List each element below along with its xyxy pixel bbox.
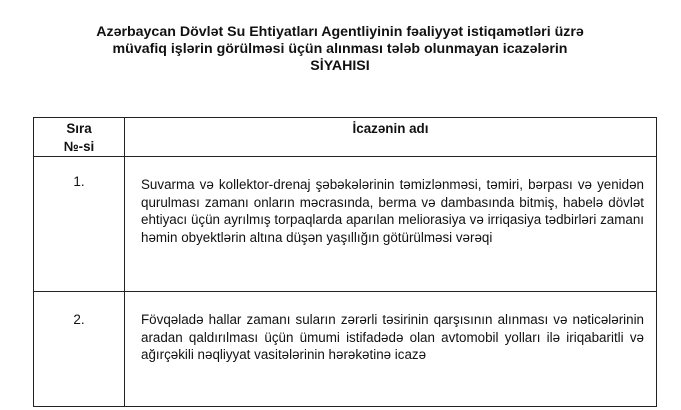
table-header-row (34, 118, 657, 157)
row-permit-name: Fövqəladə hallar zamanı suların zərərli təsirinin qarşısının alınması və nəticələrinin aradan qaldırılması üçün ümumi istifadədə olan avtomobil yolları ilə iriqabaritli və ağırçəkili nəqliyyat vasitələrinin hərəkətinə icazə (125, 292, 657, 407)
permits-table (33, 117, 657, 407)
title-line-2: müvafiq işlərin görülməsi üçün alınması tələb olunmayan icazələrin (112, 41, 568, 57)
row-permit-name: Suvarma və kollektor-drenaj şəbəkələrinin təmizlənməsi, təmiri, bərpası və yenidən qurulması zamanı onların məcrasında, berma və dambasında bitmiş, habelə dövlət ehtiyacı üçün ayrılmış torpaqlarda aparılan meliorasiya və irriqasiya tədbirləri zamanı həmin obyektlərin altına düşən yaşıllığın götürülməsi vərəqi (125, 157, 657, 292)
table-row (34, 292, 657, 407)
row-number: 2. (34, 292, 125, 407)
header-number-line-1: Sıra (66, 121, 92, 136)
title-line-1: Azərbaycan Dövlət Su Ehtiyatları Agentliyinin fəaliyyət istiqamətləri üzrə (96, 24, 584, 40)
row-number: 1. (34, 157, 125, 292)
header-permit-name: İcazənin adı (125, 118, 657, 157)
title-line-3: SİYAHISI (310, 58, 370, 74)
header-number-line-2: №-si (63, 138, 95, 154)
document-title (40, 24, 640, 75)
header-number (34, 118, 125, 157)
table-row (34, 157, 657, 292)
